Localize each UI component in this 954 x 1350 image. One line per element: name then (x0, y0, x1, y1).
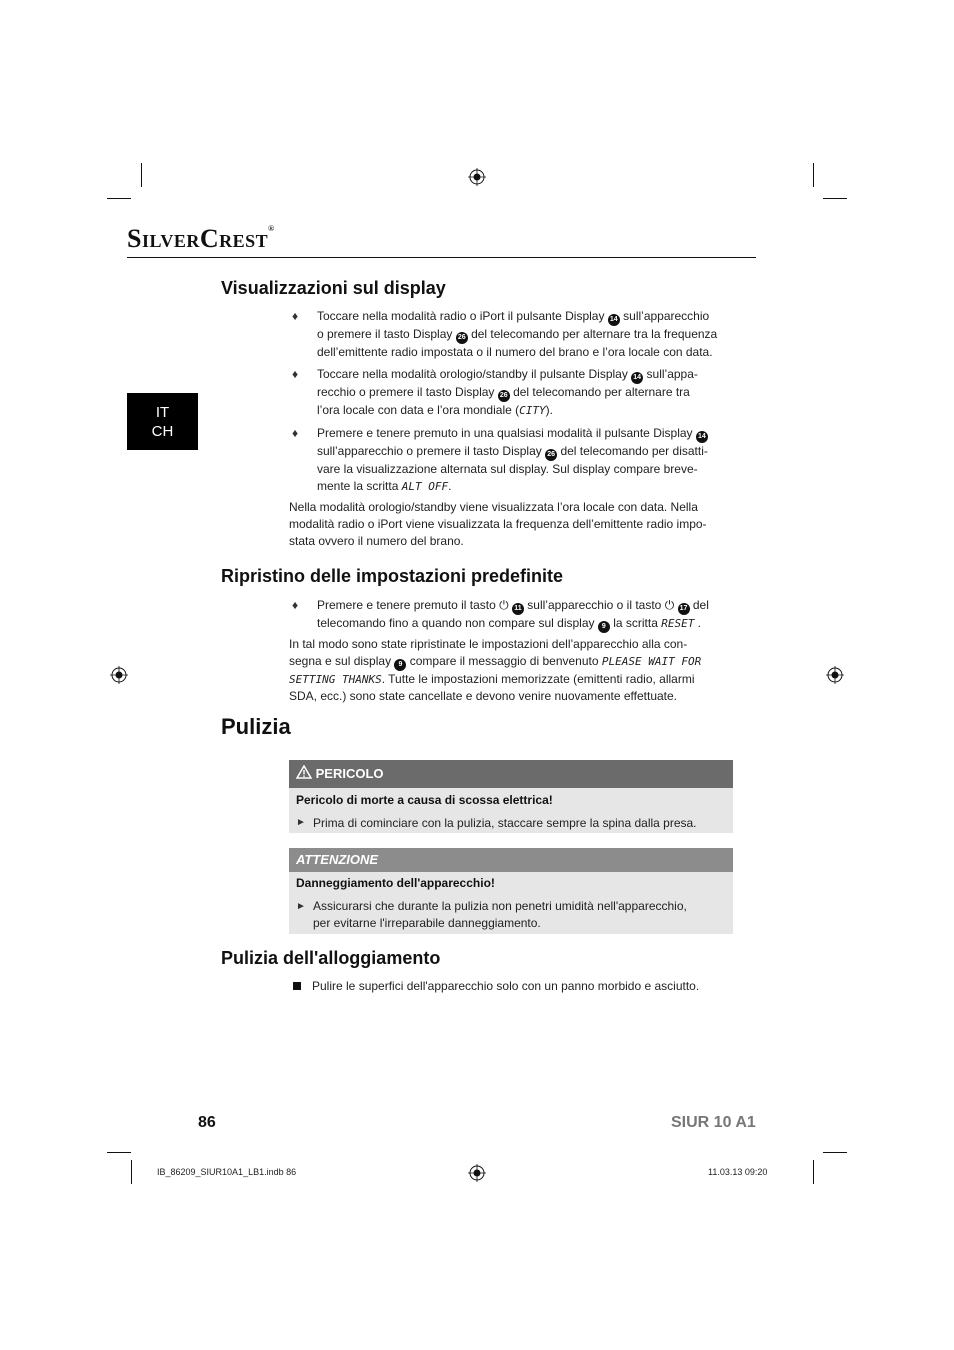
paragraph: In tal modo sono state ripristinate le impostazioni dell’apparecchio alla con- segna e sul display 9 compare il messaggio di benvenuto PLEASE WAIT FOR SETTING THANKS. Tutte le impostazioni memorizzate (emittenti radio, allarmi SDA, ecc.) sono state cancellate e devono venire nuovamente effettuate. (289, 637, 702, 703)
crop-mark (131, 1160, 132, 1184)
crop-mark (813, 163, 814, 187)
arrow-bullet-icon: ► (296, 817, 306, 828)
diamond-bullet-icon: ♦ (292, 309, 299, 323)
print-slug-file: IB_86209_SIUR10A1_LB1.indb 86 (157, 1167, 297, 1177)
diamond-bullet-icon: ♦ (292, 426, 299, 440)
callout-number: 14 (696, 431, 708, 443)
brand-logo: SilverCrest® (127, 224, 275, 253)
caution-title: Danneggiamento dell'apparecchio! (296, 876, 495, 890)
power-icon: ⏻ (664, 598, 675, 612)
crop-mark (107, 1152, 131, 1153)
paragraph: Nella modalità orologio/standby viene visualizzata l’ora locale con data. Nella modalità radio o iPort viene visualizzata la frequenza dell’emittente radio impo- stata ovvero il numero del brano. (289, 500, 707, 548)
crop-mark (823, 198, 847, 199)
diamond-bullet-icon: ♦ (292, 598, 299, 612)
callout-number: 26 (545, 449, 557, 461)
callout-number: 9 (394, 659, 406, 671)
registration-mark-icon (468, 168, 486, 186)
list-item: Toccare nella modalità radio o iPort il pulsante Display 14 sull’apparecchio o premere il tasto Display 26 del telecomando per alternare tra la frequenza dell’emittente radio impostata o il numero del brano e l’ora locale con data. (317, 309, 718, 359)
power-icon: ⏻ (499, 598, 509, 612)
warning-triangle-icon (296, 765, 312, 779)
callout-number: 26 (498, 390, 510, 402)
header-rule (127, 257, 756, 258)
page-number: 86 (198, 1114, 216, 1131)
square-bullet-icon (293, 982, 301, 990)
danger-title: Pericolo di morte a causa di scossa elettrica! (296, 793, 553, 807)
section-title-cleaning: Pulizia (221, 714, 291, 739)
list-item: Pulire le superfici dell'apparecchio solo con un panno morbido e asciutto. (312, 979, 700, 993)
crop-mark (141, 163, 142, 187)
print-slug-date: 11.03.13 09:20 (708, 1167, 768, 1177)
section-title-display: Visualizzazioni sul display (221, 278, 446, 298)
callout-number: 9 (598, 621, 610, 633)
list-item: Premere e tenere premuto in una qualsiasi modalità il pulsante Display 14 sull’apparecchio o premere il tasto Display 26 del telecomando per disatti- vare la visualizzazione alternata sul display. Sul display compare breve- mente la scritta ALT OFF. (317, 426, 708, 493)
model-name: SIUR 10 A1 (671, 1114, 756, 1131)
list-item: Premere e tenere premuto il tasto ⏻ 11 sull’apparecchio o il tasto ⏻ 17 del telecomando fino a quando non compare sul display 9 la scritta RESET . (317, 597, 735, 633)
section-title-reset: Ripristino delle impostazioni predefinite (221, 566, 564, 586)
danger-item: Prima di cominciare con la pulizia, staccare sempre la spina dalla presa. (313, 816, 697, 830)
registration-mark-icon (468, 1164, 486, 1182)
caution-header: ATTENZIONE (289, 848, 733, 872)
callout-number: 11 (512, 603, 524, 615)
callout-number: 14 (608, 314, 620, 326)
callout-number: 17 (678, 603, 690, 615)
registration-mark-icon (110, 666, 128, 684)
callout-number: 14 (631, 372, 643, 384)
caution-item: Assicurarsi che durante la pulizia non penetri umidità nell'apparecchio, per evitarne l'irreparabile danneggiamento. (313, 899, 687, 930)
arrow-bullet-icon: ► (296, 901, 306, 912)
section-title-housing: Pulizia dell'alloggiamento (221, 948, 441, 968)
list-item: Toccare nella modalità orologio/standby il pulsante Display 14 sull’appa- recchio o premere il tasto Display 26 del telecomando per alternare tra l’ora locale con data e l’ora mondiale (CITY). (317, 367, 698, 417)
crop-mark (823, 1152, 847, 1153)
registration-mark-icon (826, 666, 844, 684)
crop-mark (813, 1160, 814, 1184)
danger-header: PERICOLO (289, 760, 733, 788)
callout-number: 26 (456, 332, 468, 344)
diamond-bullet-icon: ♦ (292, 367, 299, 381)
language-tab: IT CH (127, 393, 198, 450)
crop-mark (107, 198, 131, 199)
